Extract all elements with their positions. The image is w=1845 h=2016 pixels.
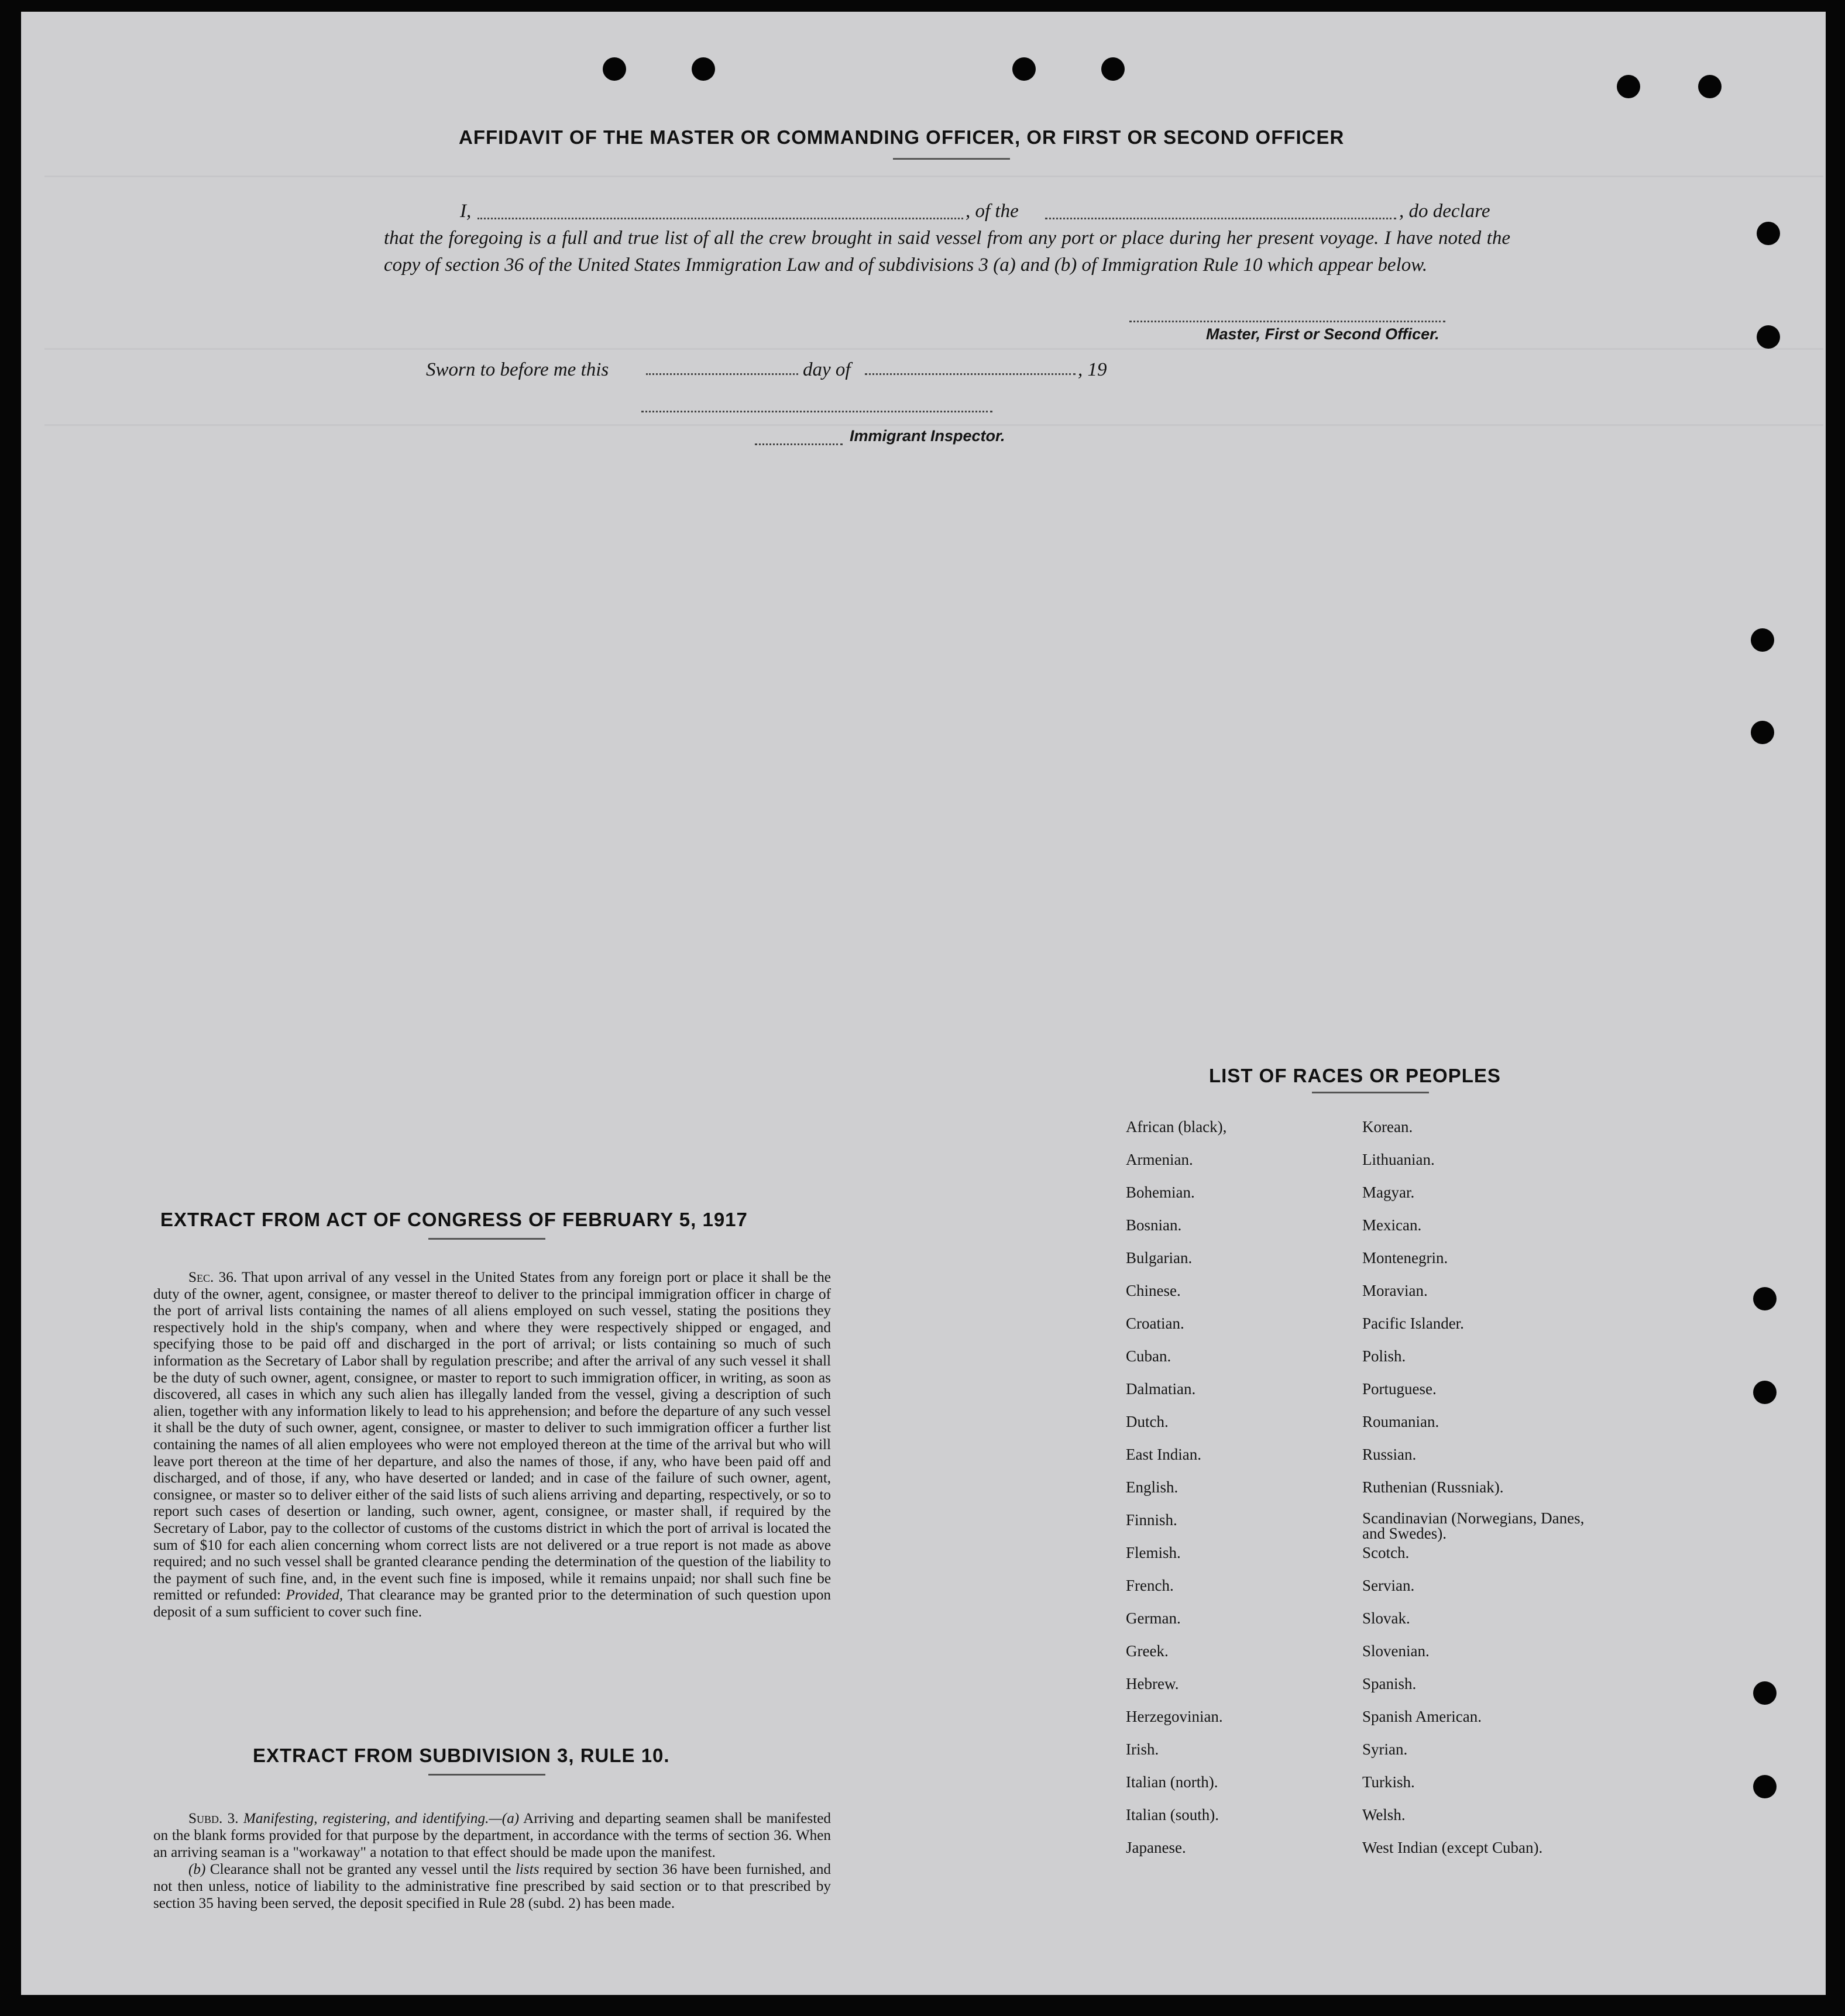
provided-text: That clearance may be granted prior to the determination of such question upon deposit of a sum sufficient to cover such fine.: [153, 1587, 832, 1620]
affidavit-text: that the foregoing is a full and true list of all the crew brought in said vessel from any port or place during her present voyage. I have noted the copy of section 36 of the United States Immigration Law and of subdivisions 3 (a) and (b) of Immigration Rule 10 which appear below.: [384, 228, 1510, 276]
bleed-through-line: [44, 424, 1823, 426]
race-item: Herzegovinian.: [1126, 1708, 1223, 1725]
race-item: German.: [1126, 1609, 1181, 1627]
document-page: [21, 12, 1826, 1995]
race-item: Finnish.: [1126, 1511, 1177, 1529]
punch-hole: [1617, 75, 1640, 98]
race-item: Welsh.: [1362, 1806, 1406, 1824]
race-item: Polish.: [1362, 1347, 1406, 1365]
race-item: Flemish.: [1126, 1544, 1181, 1561]
race-item: Bohemian.: [1126, 1184, 1195, 1201]
signature-label: Master, First or Second Officer.: [1206, 325, 1439, 343]
punch-hole: [1753, 1775, 1777, 1798]
race-item: Montenegrin.: [1362, 1249, 1448, 1267]
race-item: East Indian.: [1126, 1446, 1201, 1463]
name-blank: [477, 218, 963, 219]
affidavit-of-the: , of the: [966, 201, 1019, 222]
race-item: Spanish American.: [1362, 1708, 1482, 1725]
rule-extract-body: [153, 1810, 831, 1912]
race-item: Japanese.: [1126, 1839, 1186, 1856]
section-label: Sec. 36.: [188, 1270, 238, 1285]
race-item: Bosnian.: [1126, 1216, 1182, 1234]
race-item: Cuban.: [1126, 1347, 1171, 1365]
race-item: Dutch.: [1126, 1413, 1169, 1430]
punch-hole: [1101, 57, 1125, 81]
punch-hole: [1757, 325, 1780, 349]
race-item: Moravian.: [1362, 1282, 1428, 1299]
race-item: Irish.: [1126, 1740, 1159, 1758]
punch-hole: [1751, 721, 1774, 744]
divider: [428, 1238, 545, 1240]
para-b-pre: Clearance shall not be granted any vessel until the: [209, 1862, 511, 1877]
race-item: Mexican.: [1362, 1216, 1422, 1234]
race-item: Russian.: [1362, 1446, 1417, 1463]
provided-label: Provided,: [286, 1587, 343, 1604]
punch-hole: [1012, 57, 1036, 81]
sworn-day-of: day of: [803, 359, 851, 380]
race-item: Slovenian.: [1362, 1642, 1430, 1660]
subd-heading: Manifesting, registering, and identifying.: [243, 1811, 489, 1826]
inspector-label: Immigrant Inspector.: [850, 427, 1005, 445]
divider: [428, 1774, 545, 1776]
punch-hole: [1698, 75, 1722, 98]
race-item: Hebrew.: [1126, 1675, 1179, 1692]
races-title: LIST OF RACES OR PEOPLES: [1209, 1065, 1501, 1086]
race-item: Scandinavian (Norwegians, Danes, and Swedes).: [1362, 1509, 1585, 1542]
race-item: Pacific Islander.: [1362, 1315, 1464, 1332]
punch-hole: [1751, 628, 1774, 652]
punch-hole: [1753, 1681, 1777, 1705]
race-item: Ruthenian (Russniak).: [1362, 1478, 1504, 1496]
para-b-lists: lists: [515, 1862, 540, 1877]
race-item: Dalmatian.: [1126, 1380, 1196, 1398]
vessel-blank: [1045, 218, 1396, 219]
sworn-month-blank: [865, 373, 1076, 375]
signature-blank: [1129, 321, 1445, 322]
para-a-text: Arriving and departing seamen shall be manifested on the blank forms provided for that purpose by the department, in accordance with the terms of section 36. When an arriving seaman is a "workaway" a notation to that effect should be made upon the manifest.: [153, 1811, 831, 1860]
race-item: Korean.: [1362, 1118, 1413, 1136]
rule-extract-title: EXTRACT FROM SUBDIVISION 3, RULE 10.: [253, 1745, 670, 1766]
affidavit-do-declare: , do declare: [1399, 201, 1490, 222]
section-text: That upon arrival of any vessel in the United States from any foreign port or place it shall be the duty of the owner, agent, consignee, or master thereof to deliver to the principal immigration officer in charge of the port of arrival lists containing the names of all aliens employed on such vessel, stating the positions they respectively hold in the ship's company, when and where they were respectively shipped or engaged, and specifying those to be paid off and discharged in the port of arrival; or lists containing so much of such information as the Secretary of Labor shall by regulation prescribe; and after the arrival of any such vessel it shall be the duty of such owner, agent, consignee, or master to report to such immigration officer, in writing, as soon as discovered, all cases in which any such alien has illegally landed from the vessel, giving a description of such alien, together with any information likely to lead to his apprehension; and before the departure of any such vessel it shall be the duty of such owner, agent, consignee, or master to deliver to such immigration officer a further list containing the names of all alien employees who were not employed thereon at the time of the arrival but who will leave port thereon at the time of her departure, and also the names of those, if any, who have been paid off and discharged, and of those, if any, who have deserted or landed; and in case of the failure of such owner, agent, consignee, or master so to deliver either of the said lists of such aliens arriving and departing, respectively, or so to report such cases of desertion or landing, such owner, agent, consignee, or master shall, if required by the Secretary of Labor, pay to the collector of customs of the customs district in which the port of arrival is located the sum of $10 for each alien concerning whom correct lists are not delivered or a true report is not made as above required; and no such vessel shall be granted clearance pending the determination of the question of the liability to the payment of such fine, and, in the event such fine is imposed, while it remains unpaid; nor shall such fine be remitted or refunded:: [153, 1270, 831, 1604]
sworn-prefix: Sworn to before me this: [426, 359, 609, 380]
punch-hole: [1757, 222, 1780, 245]
race-item: Syrian.: [1362, 1740, 1408, 1758]
race-item: Slovak.: [1362, 1609, 1410, 1627]
subd-label: Subd. 3.: [188, 1811, 239, 1826]
affidavit-title: AFFIDAVIT OF THE MASTER OR COMMANDING OFFICER, OR FIRST OR SECOND OFFICER: [459, 126, 1345, 148]
race-item: Italian (north).: [1126, 1773, 1218, 1791]
affidavit-first-line: [384, 198, 1510, 225]
divider: [1312, 1092, 1429, 1093]
race-item: Chinese.: [1126, 1282, 1181, 1299]
punch-hole: [692, 57, 715, 81]
race-item: West Indian (except Cuban).: [1362, 1839, 1543, 1856]
bleed-through-line: [44, 348, 1823, 350]
race-item: Scotch.: [1362, 1544, 1410, 1561]
act-extract-title: EXTRACT FROM ACT OF CONGRESS OF FEBRUARY 5, 1917: [160, 1209, 748, 1230]
race-item: Croatian.: [1126, 1315, 1184, 1332]
race-item: Turkish.: [1362, 1773, 1415, 1791]
races-left-column: [1126, 1117, 1226, 1871]
race-item: Lithuanian.: [1362, 1151, 1435, 1168]
race-item: Servian.: [1362, 1577, 1415, 1594]
race-item: English.: [1126, 1478, 1179, 1496]
act-extract-body: [153, 1270, 831, 1621]
race-item: African (black),: [1126, 1118, 1227, 1136]
sworn-year: , 19: [1078, 359, 1107, 380]
race-item: Bulgarian.: [1126, 1249, 1193, 1267]
race-item: Greek.: [1126, 1642, 1169, 1660]
races-right-column: [1362, 1117, 1585, 1871]
race-item: French.: [1126, 1577, 1174, 1594]
inspector-blank: [641, 411, 992, 412]
race-item: Portuguese.: [1362, 1380, 1437, 1398]
bleed-through-line: [44, 176, 1823, 177]
race-item: Armenian.: [1126, 1151, 1193, 1168]
punch-hole: [1753, 1287, 1777, 1310]
divider: [893, 158, 1010, 160]
race-item: Magyar.: [1362, 1184, 1415, 1201]
inspector-blank-short: [755, 443, 843, 445]
para-b-post: required by section 36 have been furnished, and not then unless, notice of liability to the administrative fine prescribed by said section or to that prescribed by section 35 having been served, the deposit specified in Rule 28 (subd. 2) has been made.: [153, 1862, 832, 1911]
para-b-label: (b): [188, 1862, 206, 1877]
race-item: Spanish.: [1362, 1675, 1417, 1692]
punch-hole: [603, 57, 626, 81]
para-a-label: —(a): [489, 1811, 520, 1826]
race-item: Italian (south).: [1126, 1806, 1219, 1824]
race-item: Roumanian.: [1362, 1413, 1439, 1430]
affidavit-i: I,: [460, 201, 472, 222]
punch-hole: [1753, 1381, 1777, 1404]
sworn-day-blank: [646, 373, 798, 375]
